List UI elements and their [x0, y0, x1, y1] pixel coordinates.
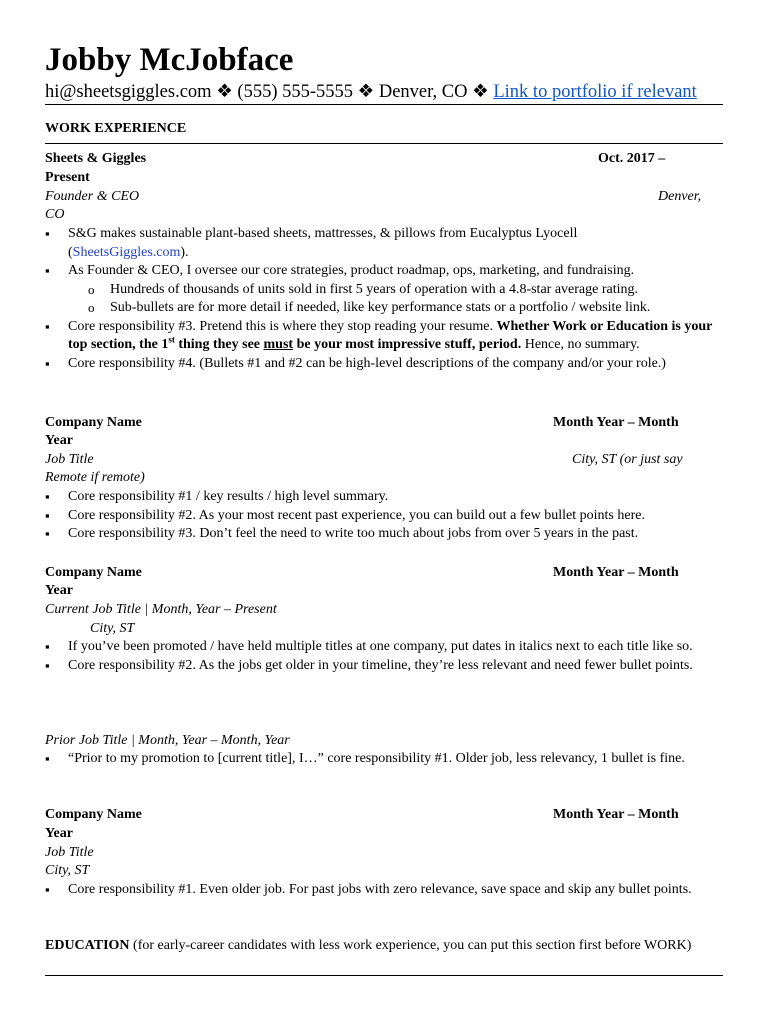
job-dates: Oct. 2017 –: [598, 151, 666, 166]
phone: (555) 555-5555: [237, 82, 354, 102]
contact-line: [45, 80, 697, 104]
list-item: ▪ Core responsibility #3. Don’t feel the need to write too much about jobs from over 5 years in the past.: [45, 525, 723, 544]
company-name: Company Name: [45, 415, 142, 430]
list-item: ▪ If you’ve been promoted / have held multiple titles at one company, put dates in italics next to each title like so.: [45, 638, 723, 657]
job-location: City, ST: [45, 863, 90, 878]
sub-list-item: o Sub-bullets are for more detail if needed, like key performance stats or a portfolio / website link.: [88, 299, 723, 318]
list-item: ▪ Core responsibility #1 / key results / high level summary.: [45, 488, 723, 507]
list-item: ▪ S&G makes sustainable plant-based sheets, mattresses, & pillows from Eucalyptus Lyocell (SheetsGiggles.com).: [45, 225, 723, 262]
list-item: ▪ Core responsibility #1. Even older job. For past jobs with zero relevance, save space and skip any bullet points.: [45, 881, 723, 900]
candidate-name: Jobby McJobface: [45, 42, 294, 78]
job-location: City, ST (or just say: [572, 452, 683, 467]
job-bullets: [45, 488, 723, 544]
website-link[interactable]: SheetsGiggles.com: [72, 244, 181, 260]
job-dates-cont: Present: [45, 170, 90, 185]
sub-list-item: o Hundreds of thousands of units sold in first 5 years of operation with a 4.8-star average rating.: [88, 281, 723, 300]
company-name: Company Name: [45, 565, 142, 580]
list-item: ▪ Core responsibility #3. Pretend this is where they stop reading your resume. Whether Work or Education is your top section, the 1st thing they see must be your most impressive stuff, period. Hence, no summary.: [45, 318, 723, 355]
sub-bullets: [68, 281, 723, 318]
location: Denver, CO: [378, 82, 468, 102]
job-dates: Month Year – Month: [553, 807, 679, 822]
list-item: ▪ As Founder & CEO, I oversee our core strategies, product roadmap, ops, marketing, and fundraising. o Hundreds of thousands of units sold in first 5 years of operation with a 4.8-star average rating. o Sub-bullets are for more detail if needed, like key performance stats or a portfolio / website link.: [45, 262, 723, 318]
separator-icon: ❖: [357, 82, 375, 102]
email: hi@sheetsgiggles.com: [45, 82, 212, 102]
company-name: Sheets & Giggles: [45, 151, 147, 166]
separator-icon: ❖: [216, 82, 233, 102]
job-dates-cont: Year: [45, 433, 73, 448]
education-note: (for early-career candidates with less work experience, you can put this section first before WORK): [129, 938, 692, 953]
company-name: Company Name: [45, 807, 142, 822]
prior-job-bullets: [45, 750, 723, 769]
job-bullets: [45, 881, 723, 900]
section-divider: [45, 143, 723, 144]
separator-icon: ❖: [472, 82, 489, 102]
job-location-cont: CO: [45, 207, 65, 222]
job-bullets: [45, 638, 723, 675]
job-role: Job Title: [45, 845, 94, 860]
list-item: ▪ Core responsibility #4. (Bullets #1 and #2 can be high-level descriptions of the company and/or your role.): [45, 355, 723, 374]
job-dates: Month Year – Month: [553, 415, 679, 430]
job-location: Denver,: [658, 189, 702, 204]
job-role: Founder & CEO: [45, 189, 140, 204]
job-location: City, ST: [90, 621, 135, 636]
list-item: ▪ Core responsibility #2. As your most recent past experience, you can build out a few bullet points here.: [45, 507, 723, 526]
list-item: ▪ Core responsibility #2. As the jobs get older in your timeline, they’re less relevant and need fewer bullet points.: [45, 657, 723, 676]
job-location-cont: Remote if remote): [45, 470, 145, 485]
job-role: Current Job Title | Month, Year – Present: [45, 602, 277, 617]
header-divider: [45, 104, 723, 105]
job-dates-cont: Year: [45, 826, 73, 841]
prior-job-role: Prior Job Title | Month, Year – Month, Year: [45, 733, 290, 748]
job-dates-cont: Year: [45, 583, 73, 598]
list-item: ▪ “Prior to my promotion to [current title], I…” core responsibility #1. Older job, less relevancy, 1 bullet is fine.: [45, 750, 723, 769]
education-section-title: EDUCATION: [45, 938, 130, 953]
job-dates: Month Year – Month: [553, 565, 679, 580]
portfolio-link[interactable]: Link to portfolio if relevant: [493, 82, 697, 102]
work-section-title: WORK EXPERIENCE: [45, 121, 187, 136]
job-bullets: [45, 225, 723, 373]
section-divider: [45, 975, 723, 976]
job-role: Job Title: [45, 452, 94, 467]
education-heading: [45, 937, 723, 956]
